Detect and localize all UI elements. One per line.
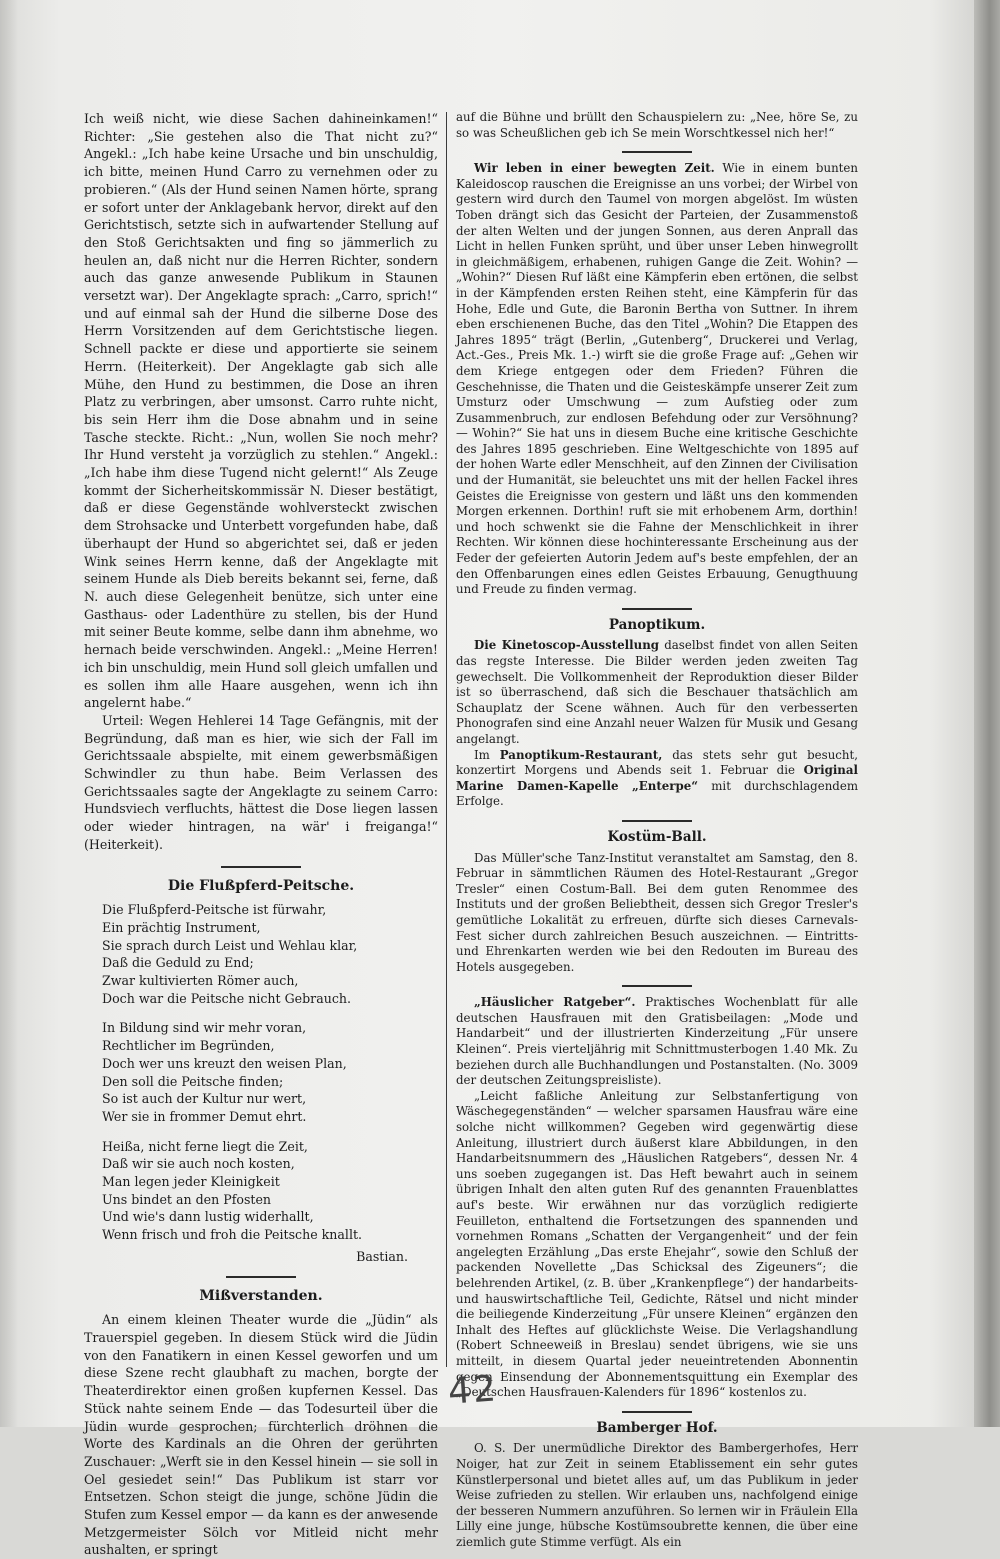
restaurant-text: das stets sehr gut besucht, konzertirt Morgens und Abends seit 1. Februar die (456, 747, 859, 778)
poem-author: Bastian. (356, 1248, 408, 1264)
poem-line: Zwar kultivierten Römer auch, (102, 973, 299, 989)
advisor-heading: „Häuslicher Ratgeber“. (474, 995, 636, 1010)
poem-line: Wenn frisch und froh die Peitsche knallt. (102, 1227, 363, 1243)
poem-line: Und wie's dann lustig widerhallt, (102, 1209, 314, 1225)
orchestra-tail: mit durchschlagendem Erfolge. (456, 778, 859, 809)
restaurant-article (456, 748, 858, 810)
poem-line: Die Flußpferd-Peitsche ist fürwahr, (102, 902, 327, 918)
restaurant-heading: Panoptikum-Restaurant, (499, 747, 663, 762)
advisor-text-1: Praktisches Wochenblatt für alle deutschen Hausfrauen mit den Gratisbeilagen: „Mode und Handarbeit“ und der illustrierten Kinderzeitung „Für unsere Kleinen“. Preis vierteljährig mit Schnittmusterbogen 1.40 Mk. Zu beziehen durch alle Buchhandlungen und Postanstalten. (No. 3009 der deutschen Zeitungspreisliste). (456, 995, 859, 1088)
section-separator (622, 608, 692, 610)
poem-line: Ein prächtig Instrument, (102, 919, 261, 935)
column-rule (446, 112, 447, 1367)
left-column (84, 110, 438, 1559)
poem-line: Uns bindet an den Pfosten (102, 1191, 272, 1207)
poem (102, 901, 438, 1244)
poem-title: Die Flußpferd-Peitsche. (167, 877, 355, 894)
section-separator (622, 820, 692, 822)
orchestra-heading: Original Marine Damen-Kapelle „Enterpe“ (456, 763, 859, 793)
theater-story-continuation: auf die Bühne und brüllt den Schauspielern zu: „Nee, höre Se, zu so was Scheußlichen geb ich Se mein Worschtkessel nich her!“ (456, 110, 858, 140)
misunderstood-title: Mißverstanden. (199, 1287, 323, 1304)
right-column (456, 110, 858, 1550)
advisor-text-2: „Leicht faßliche Anleitung zur Selbstanfertigung von Wäschegegenständen“ — welcher sparsamen Hausfrau wäre eine solche nicht willkommen? Gegeben wird gegenwärtig diese Anleitung, illustriert durch äußerst klare Abbildungen, in den Handarbeitsnummern des „Häuslichen Ratgebers“, dessen Nr. 4 uns soeben zugegangen ist. Das Heft bewahrt auch in seinem übrigen Inhalt den alten guten Ruf des genannten Frauenblattes auf's beste. Wir erwähnen nur das vorzüglich redigierte Feuilleton, enthaltend die Fortsetzungen des spannenden und vornehmen Romans „Schatten der Vergangenheit“ und der fein angelegten Erzählung „Das erste Ehejahr“, sowie den Schluß der packenden Novellette „Das Schicksal des Zigeuners“; die belehrenden Artikel, (z. B. über „Krankenpflege“) der handarbeits- und hauswirtschaftliche Teil, Gedichte, Rätsel und nicht minder die beiliegende Kinderzeitung „Für unsere Kleinen“ ergänzen den Inhalt des Heftes auf glücklichste Weise. Die Verlagshandlung (Robert Schneeweiß in Breslau) sendet übrigens, wie sie uns mitteilt, in diesem Quartal jeder neueintretenden Abonnentin gegen Einsendung der Abonnementsquittung ein Exemplar des „Deutschen Hausfrauen-Kalenders für 1896“ kostenlos zu. (456, 1088, 858, 1400)
poem-line: So ist auch der Kultur nur wert, (102, 1091, 307, 1107)
times-article (456, 161, 858, 598)
section-separator (622, 1411, 692, 1413)
verdict-paragraph: Urteil: Wegen Hehlerei 14 Tage Gefängnis, mit der Begründung, daß man es hier, wie sich der Fall im Gerichtssaale abspielte, mit einem gewerbsmäßigen Schwindler zu thun habe. Beim Verlassen des Gerichtssaales sagte der Angeklagte zu seinem Carro: Hundsviech verfluchts, hättest die Dose liegen lassen oder wieder hintragen, na wär' i freiganga!“ (Heiterkeit). (84, 712, 438, 852)
section-separator (226, 1276, 296, 1278)
advisor-article (456, 995, 858, 1089)
poem-line: In Bildung sind wir mehr voran, (102, 1020, 307, 1036)
poem-line: Sie sprach durch Leist und Wehlau klar, (102, 937, 358, 953)
kinetoscope-text: daselbst findet von allen Seiten das regste Interesse. Die Bilder werden jeden zweiten Tag gewechselt. Die Vollkommenheit der Reproduktion dieser Bilder ist so überraschend, daß sich die Beschauer thatsächlich am Schauplatz der Scene wähnen. Auch für den verbesserten Phonografen sind eine Anzahl neuer Walzen für Musik und Gesang angelangt. (456, 638, 858, 746)
section-separator (622, 985, 692, 987)
poem-line: Doch wer uns kreuzt den weisen Plan, (102, 1055, 347, 1071)
handwritten-page-number: 42 (446, 1368, 500, 1413)
bamberger-title: Bamberger Hof. (596, 1419, 718, 1436)
poem-line: Rechtlicher im Begründen, (102, 1038, 275, 1054)
times-title: Wir leben in einer bewegten Zeit. (474, 161, 715, 176)
poem-line: Den soll die Peitsche finden; (102, 1073, 284, 1089)
costume-ball-text: Das Müller'sche Tanz-Institut veranstaltet am Samstag, den 8. Februar in sämmtlichen Räumen des Hotel-Restaurant „Gregor Tresler“ einen Costum-Ball. Bei dem guten Renommee des Instituts und der großen Beliebtheit, dessen sich Gregor Tresler's gemütliche Lokalität zu erfreuen, dürfte sich dieses Carnevals-Fest sicher durch zahlreichen Besuch auszeichnen. — Eintritts- und Ehrenkarten werden wie bei den Redouten im Bureau des Hotels ausgegeben. (456, 850, 858, 974)
poem-stanza-3 (102, 1138, 438, 1244)
misunderstood-text: An einem kleinen Theater wurde die „Jüdin“ als Trauerspiel gegeben. In diesem Stück wird die Jüdin von den Fanatikern in einen Kessel geworfen und um diese Szene recht glaubhaft zu machen, borgte der Theaterdirektor einen großen kupfernen Kessel. Das Stück nahte seinem Ende — das Todesurteil über die Jüdin wurde gesprochen; fürchterlich dröhnen die Worte des Kardinals an die Ohren der gerührten Zuschauer: „Werft sie in den Kessel hinein — sie soll in Oel gesiedet sein!“ Das Publikum ist starr vor Entsetzen. Schon steigt die junge, schöne Jüdin die Stufen zum Kessel empor — da kann es der anwesende Metzgermeister Sölch vor Mitleid nicht mehr aushalten, er springt (84, 1312, 438, 1558)
costume-ball-title: Kostüm-Ball. (607, 828, 707, 845)
kinetoscope-heading: Die Kinetoscop-Ausstellung (474, 638, 660, 653)
kinetoscope-article (456, 638, 858, 747)
page-fold-shadow (0, 0, 18, 1427)
restaurant-lead: Im (474, 747, 490, 762)
section-separator (622, 151, 692, 153)
poem-stanza-2 (102, 1019, 438, 1125)
poem-line: Wer sie in frommer Demut ehrt. (102, 1108, 307, 1124)
times-text: Wie in einem bunten Kaleidoscop rauschen die Ereignisse an uns vorbei; der Wirbel von gestern wird durch den Taumel von morgen abgelöst. Im wüsten Toben drängt sich das Gesicht der Parteien, der Zusammenstoß der alten Welten und der jungen Sonnen, aus deren Anprall das Licht in hellen Funken sprüht, und über unser Leben hinwegrollt in gleichmäßigem, erhabenen, ruhigen Gange die Zeit. Wohin? — „Wohin?“ Diesen Ruf läßt eine Kämpferin eben ertönen, die selbst in der Kämpfenden ersten Reihen steht, eine Kämpferin für das Hohe, Edle und Gute, die Baronin Bertha von Suttner. In ihrem eben erschienenen Buche, das den Titel „Wohin? Die Etappen des Jahres 1895“ trägt (Berlin, „Gutenberg“, Druckerei und Verlag, Act.-Ges., Preis Mk. 1.-) wirft sie die große Frage auf: „Gehen wir dem Kriege entgegen oder dem Frieden? Führen die Geschehnisse, die Thaten und die Geisteskämpfe unserer Zeit zum Umsturz oder Umschwung — zum Aufstieg oder zum Zusammenbruch, zur endlosen Befehdung oder zur Versöhnung? — Wohin?“ Sie hat uns in diesem Buche eine kritische Geschichte des Jahres 1895 geschrieben. Eine Weltgeschichte von 1895 auf der hohen Warte edler Menschheit, auf den Zinnen der Civilisation und der Humanität, sie beleuchtet uns mit der hellen Fackel ihres Geistes die Ereignisse von gestern und läßt uns den kommenden Morgen erkennen. Dorthin! ruft sie mit erhobenem Arm, dorthin! und hoch schwenkt sie die Fahne der Menschlichkeit in ihrer Rechten. Wir können diese hochinteressante Erscheinung aus der Feder der gefeierten Autorin Jedem auf's beste empfehlen, der an den Offenbarungen eines edlen Geistes Erbauung, Genugthuung und Freude zu finden vermag. (456, 161, 858, 597)
binding-edge (974, 0, 1000, 1427)
bamberger-text: O. S. Der unermüdliche Direktor des Bambergerhofes, Herr Noiger, hat zur Zeit in seinem Etablissement ein sehr gutes Künstlerpersonal und bietet alles auf, um das Publikum in jeder Weise zufrieden zu stellen. Wir erlauben uns, nachfolgend einige der besseren Nummern anzuführen. So lernen wir in Fräulein Ella Lilly eine junge, hübsche Kostümsoubrette kennen, die über eine ziemlich gute Stimme verfügt. Als ein (456, 1441, 858, 1549)
poem-line: Heißa, nicht ferne liegt die Zeit, (102, 1138, 308, 1154)
poem-line: Doch war die Peitsche nicht Gebrauch. (102, 990, 351, 1006)
poem-line: Daß die Geduld zu End; (102, 955, 254, 971)
poem-line: Daß wir sie auch noch kosten, (102, 1156, 295, 1172)
section-separator (221, 866, 301, 868)
poem-line: Man legen jeder Kleinigkeit (102, 1174, 280, 1190)
panopticum-title: Panoptikum. (608, 616, 706, 633)
poem-stanza-1 (102, 901, 438, 1007)
court-report-continuation: Ich weiß nicht, wie diese Sachen dahineinkamen!“ Richter: „Sie gestehen also die That nicht zu?“ Angekl.: „Ich habe keine Ursache und bin unschuldig, ich bitte, meinen Hund Carro zu vernehmen oder zu probieren.“ (Als der Hund seinen Namen hörte, sprang er sofort unter der Anklagebank hervor, direkt auf den Gerichtstisch, setzte sich in aufwartender Stellung auf den Stoß Gerichtsakten und fing so jämmerlich zu heulen an, daß nicht nur die Herren Richter, sondern auch das ganze anwesende Publikum in Staunen versetzt war). Der Angeklagte sprach: „Carro, sprich!“ und auf einmal sah der Hund die silberne Dose des Herrn Vorsitzenden auf dem Gerichtstische liegen. Schnell packte er diese und apportierte sie seinem Herrn. (Heiterkeit). Der Angeklagte gab sich alle Mühe, den Hund zu bestimmen, die Dose an ihren Platz zu verbringen, aber umsonst. Carro ruhte nicht, bis sein Herr ihm die Dose abnahm und in seine Tasche steckte. Richt.: „Nun, wollen Sie noch mehr? Ihr Hund versteht ja vorzüglich zu stehlen.“ Angekl.: „Ich habe ihm diese Tugend nicht gelernt!“ Als Zeuge kommt der Sicherheitskommissär N. Dieser bestätigt, daß er diese Gegenstände wohlversteckt zwischen dem Strohsacke und Unterbett vorgefunden habe, daß überhaupt der Hund so abgerichtet sei, daß er jeden Wink seines Herrn kenne, daß der Angeklagte mit seinem Hunde als Dieb bereits bekannt sei, ferne, daß N. auch diese Gelegenheit benütze, sich unter eine Gasthaus- oder Ladenthüre zu stellen, bis der Hund mit seiner Beute komme, selbe dann ihm abnehme, wo hernach beide verschwinden. Angekl.: „Meine Herren! ich bin unschuldig, mein Hund soll gleich umfallen und es sollen ihm alle Haare ausgehen, wenn ich ihn angelernt habe.“ (84, 111, 438, 711)
